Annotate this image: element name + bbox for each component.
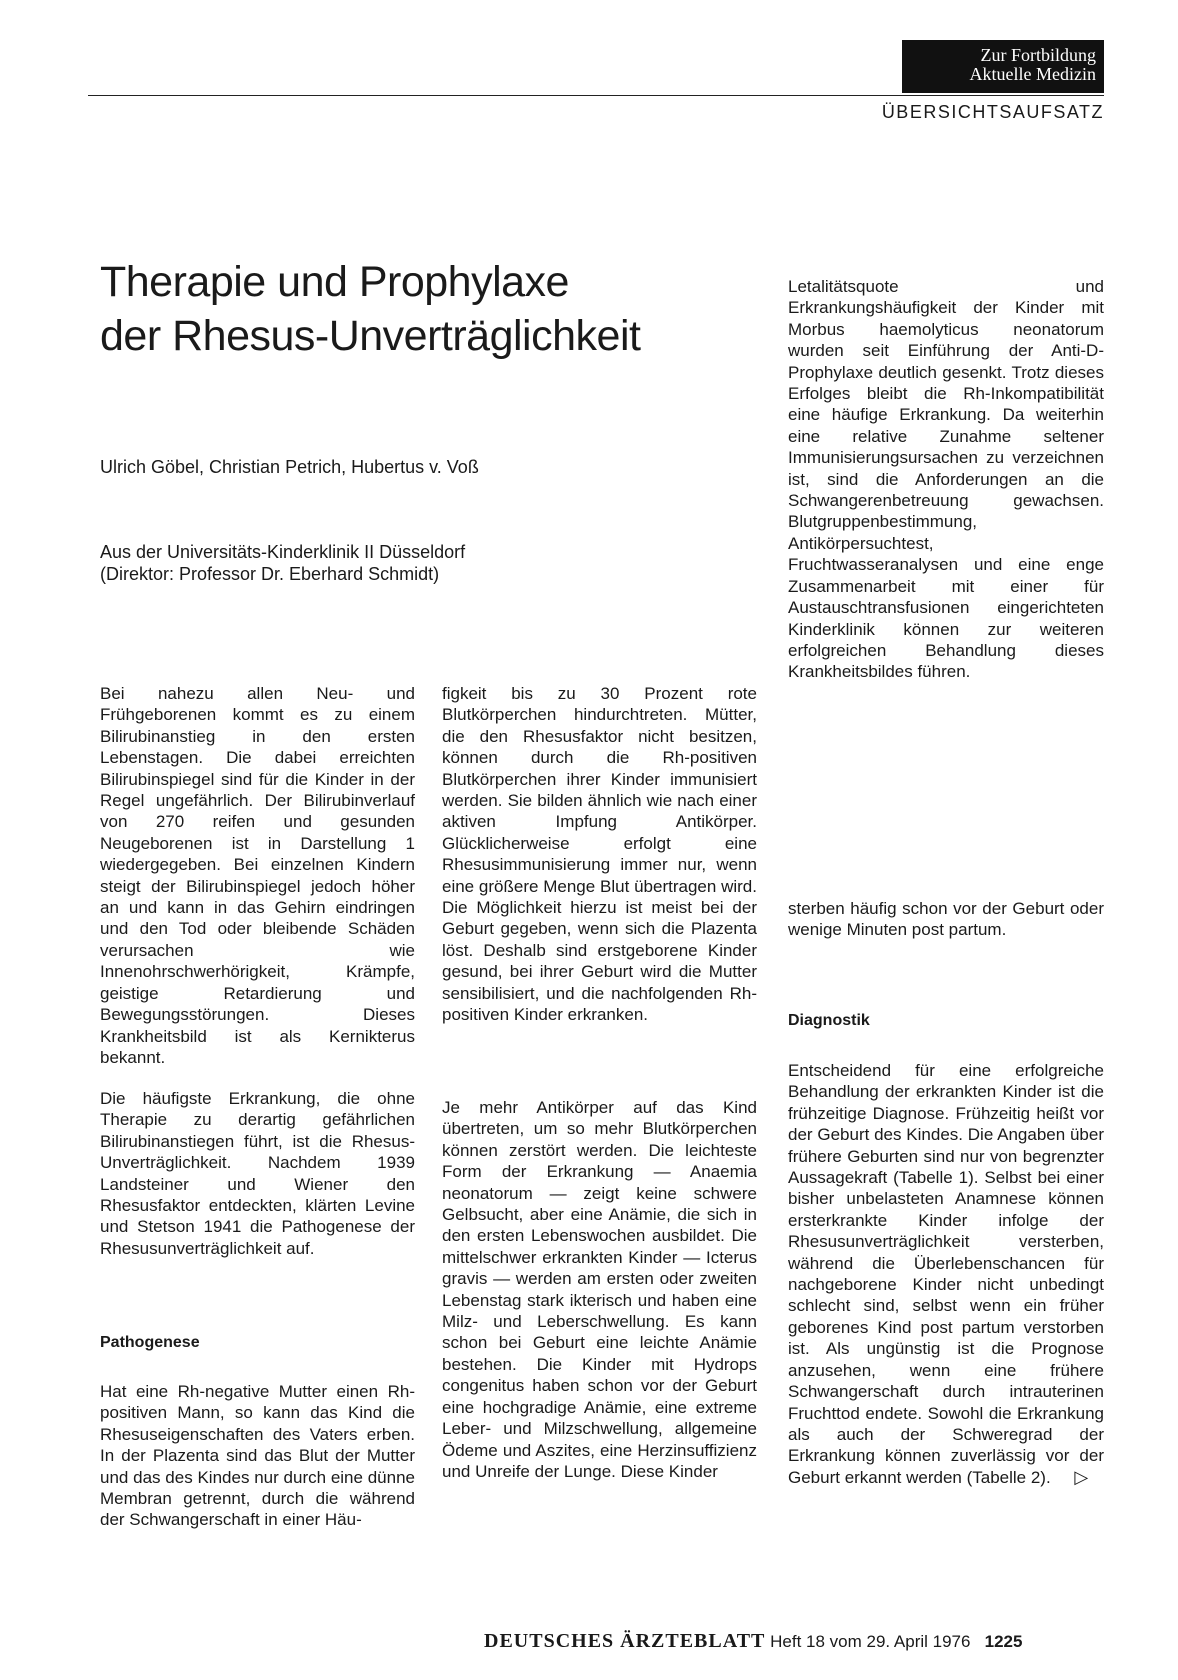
column-1-part-3 — [100, 1381, 415, 1531]
journal-name: DEUTSCHES ÄRZTEBLATT — [484, 1630, 766, 1652]
section-heading: Pathogenese — [100, 1334, 200, 1351]
column-2-part-2 — [442, 1097, 757, 1482]
affiliation-line-1: Aus der Universitäts-Kinderklinik II Düsseldorf — [100, 542, 466, 562]
column-2 — [442, 683, 757, 1026]
affiliation — [100, 541, 465, 585]
title-line-1: Therapie und Prophylaxe — [100, 258, 569, 306]
column-3-part-2 — [788, 1060, 1104, 1488]
page-footer — [484, 1630, 1022, 1653]
issue-info: Heft 18 vom 29. April 1976 — [770, 1632, 971, 1651]
badge-line-1: Zur Fortbildung — [980, 45, 1096, 65]
author-list: Ulrich Göbel, Christian Petrich, Hubertus v. Voß — [100, 457, 479, 477]
heading-diagnostik-block — [788, 1010, 1104, 1031]
affiliation-line-2: (Direktor: Professor Dr. Eberhard Schmidt) — [100, 564, 440, 584]
badge-line-2: Aktuelle Medizin — [969, 64, 1096, 84]
page-number: 1225 — [984, 1632, 1023, 1651]
continue-arrow-icon: ▷ — [1074, 1466, 1089, 1487]
heading-pathogenese-block — [100, 1332, 415, 1353]
paragraph: Bei nahezu allen Neu- und Frühgeborenen kommt es zu einem Bilirubinanstieg in den ersten Lebenstagen. Die dabei erreichten Bilirubinspiegel sind für die Kinder in der Regel ungefährlich. Der Bilirubinverlauf von 270 reifen und gesunden Neugeborenen ist in Darstellung 1 wiedergegeben. Bei einzelnen Kindern steigt der Bilirubinspiegel jedoch höher an und kann in das Gehirn eindringen und den Tod oder bleibende Schäden verursachen wie Innenohrschwerhörigkeit, Krämpfe, geistige Retardierung und Bewegungsstörungen. Dieses Krankheitsbild ist als Kernikterus bekannt. — [100, 684, 415, 1067]
section-badge — [902, 40, 1104, 93]
section-heading: Diagnostik — [788, 1012, 870, 1029]
column-1 — [100, 683, 415, 1068]
title-line-2: der Rhesus-Unverträglichkeit — [100, 312, 641, 360]
column-1-part-2 — [100, 1088, 415, 1259]
abstract-text: Letalitätsquote und Erkrankungshäufigkeit der Kinder mit Morbus haemolyticus neonatorum wurden seit Einführung der Anti-D-Prophylaxe deutlich gesenkt. Trotz dieses Erfolges bleibt die Rh-Inkompatibilität eine häufige Erkrankung. Da weiterhin eine relative Zunahme seltener Immunisierungsursachen zu verzeichnen ist, sind die Anforderungen an die Schwangerenbetreuung gewachsen. Blutgruppenbestimmung, Antikörpersuchtest, Fruchtwasseranalysen und eine enge Zusammenarbeit mit einer für Austauschtransfusionen eingerichteten Kinderklinik können zur weiteren erfolgreichen Behandlung dieses Krankheitsbildes führen. — [788, 277, 1104, 682]
section-label: ÜBERSICHTSAUFSATZ — [881, 102, 1104, 122]
paragraph — [788, 1060, 1104, 1488]
paragraph: sterben häufig schon vor der Geburt oder wenige Minuten post partum. — [788, 899, 1104, 940]
header-rule — [88, 95, 1104, 96]
paragraph-text: Entscheidend für eine erfolgreiche Behandlung der erkrankten Kinder ist die frühzeitige Diagnose. Frühzeitig heißt vor der Geburt des Kindes. Die Angaben über frühere Geburten sind nur von begrenzter Aussagekraft (Tabelle 1). Selbst bei einer bisher unbelasteten Anamnese können ersterkrankte Kinder infolge der Rhesusunverträglichkeit versterben, während die Überlebenschancen für nachgeborene Kinder nicht unbedingt schlecht sind, selbst wenn ein früher geborenes Kind post partum verstorben ist. Als ungünstig ist die Prognose anzusehen, wenn eine frühere Schwangerschaft durch intrauterinen Fruchttod endete. Sowohl die Erkrankung als auch der Schweregrad der Erkrankung können zuverlässig vor der Geburt erkannt werden (Tabelle 2). — [788, 1061, 1104, 1487]
column-3 — [788, 898, 1104, 941]
abstract — [788, 276, 1104, 683]
paragraph: Je mehr Antikörper auf das Kind übertreten, um so mehr Blutkörperchen können zerstört werden. Die leichteste Form der Erkrankung — Anaemia neonatorum — zeigt keine schwere Gelbsucht, aber eine Anämie, die sich in den ersten Lebenswochen ausbildet. Die mittelschwer erkrankten Kinder — Icterus gravis — werden am ersten oder zweiten Lebenstag stark ikterisch und haben eine Milz- und Leberschwellung. Es kann schon bei Geburt eine leichte Anämie bestehen. Die Kinder mit Hydrops congenitus haben schon vor der Geburt eine hochgradige Anämie, eine extreme Leber- und Milzschwellung, allgemeine Ödeme und Aszites, eine Herzinsuffizienz und Unreife der Lunge. Diese Kinder — [442, 1098, 757, 1481]
paragraph: Die häufigste Erkrankung, die ohne Therapie zu derartig gefährlichen Bilirubinanstiegen führt, ist die Rhesus-Unverträglichkeit. Nachdem 1939 Landsteiner und Wiener den Rhesusfaktor entdeckten, klärten Levine und Stetson 1941 die Pathogenese der Rhesusunverträglichkeit auf. — [100, 1089, 415, 1258]
paragraph: figkeit bis zu 30 Prozent rote Blutkörperchen hindurchtreten. Mütter, die den Rhesusfaktor nicht besitzen, können durch die Rh-positiven Blutkörperchen ihrer Kinder immunisiert werden. Sie bilden ähnlich wie nach einer aktiven Impfung Antikörper. Glücklicherweise erfolgt eine Rhesusimmunisierung immer nur, wenn eine größere Menge Blut übertragen wird. Die Möglichkeit hierzu ist meist bei der Geburt gegeben, wenn sich die Plazenta löst. Deshalb sind erstgeborene Kinder gesund, bei ihrer Geburt wird die Mutter sensibilisiert, und die nachfolgenden Rh-positiven Kinder erkranken. — [442, 684, 757, 1025]
paragraph: Hat eine Rh-negative Mutter einen Rh-positiven Mann, so kann das Kind die Rhesuseigenschaften des Vaters erben. In der Plazenta sind das Blut der Mutter und das des Kindes nur durch eine dünne Membran getrennt, durch die während der Schwangerschaft in einer Häu- — [100, 1382, 415, 1530]
article-title — [100, 255, 720, 363]
